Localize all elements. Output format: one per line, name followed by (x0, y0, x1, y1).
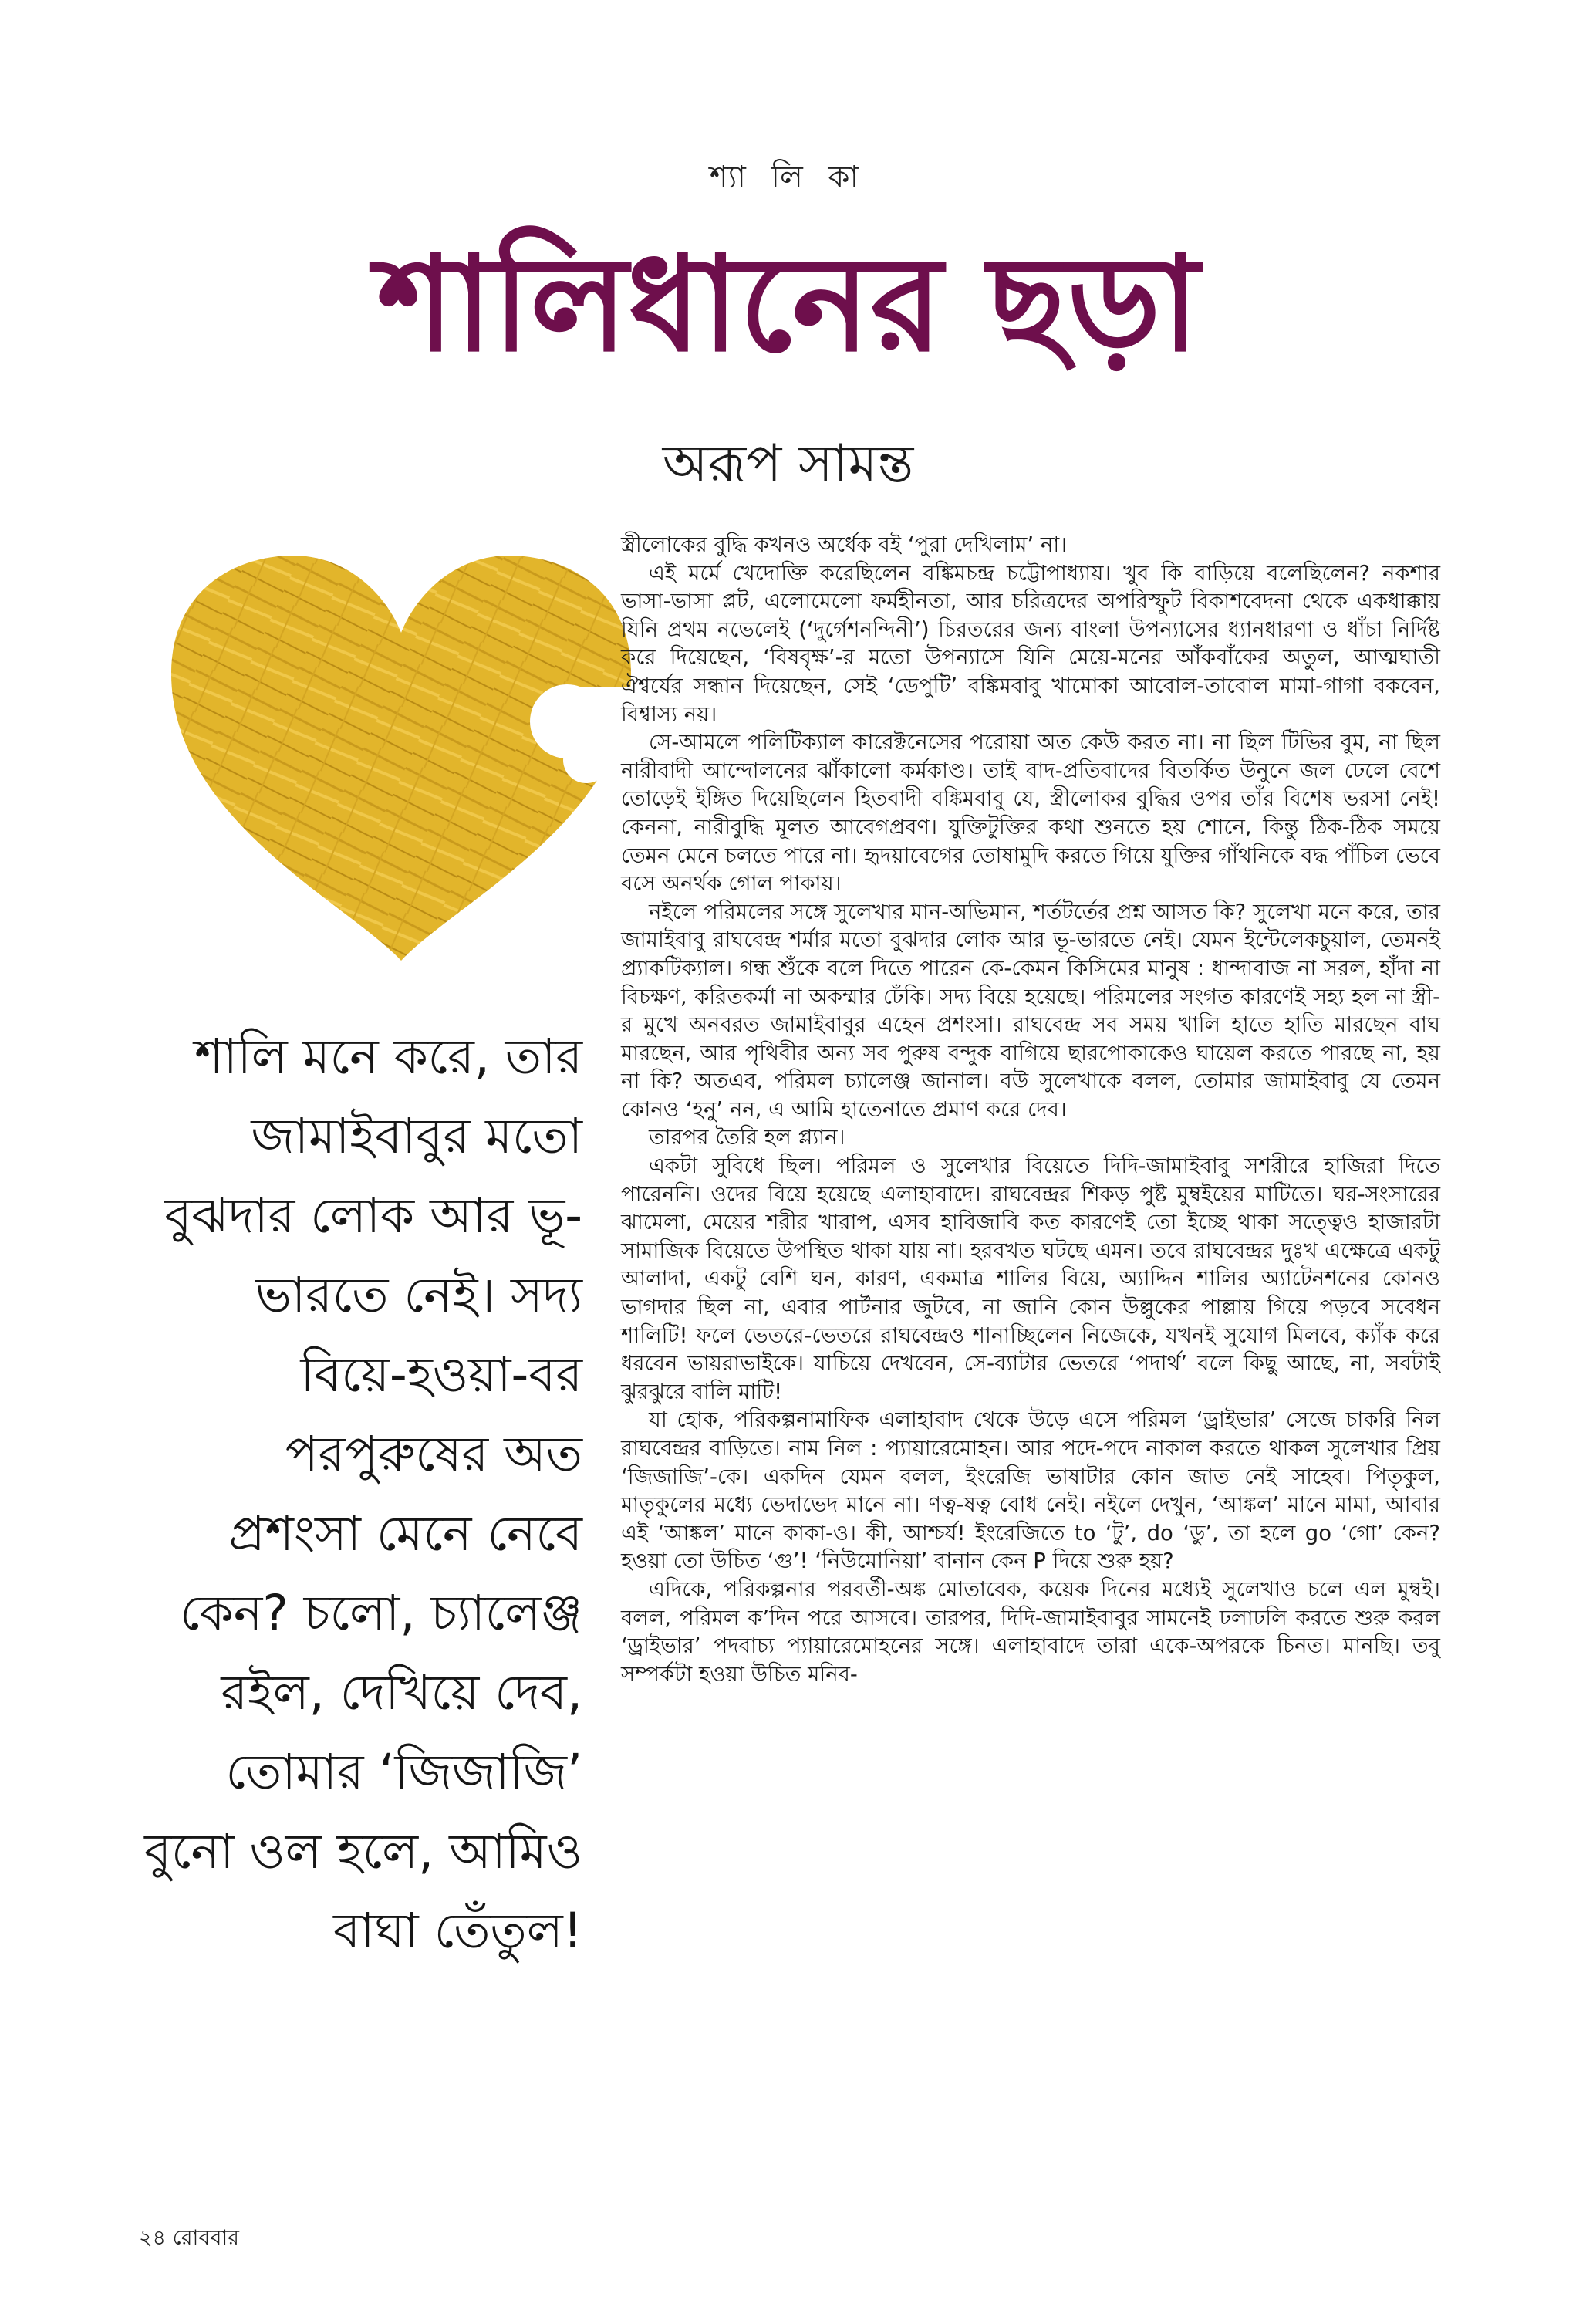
pull-quote: শালি মনে করে, তার জামাইবাবুর মতো বুঝদার লোক আর ভূ-ভারতে নেই। সদ্য বিয়ে-হওয়া-বর পরপুরুষের অত প্রশংসা মেনে নেবে কেন? চলো, চ্যালেঞ্জ রইল, দেখিয়ে দেব, তোমার ‘জিজাজি’ বুনো ওল হলে, আমিও বাঘা তেঁতুল! (144, 1029, 582, 1959)
article-body (621, 531, 1440, 1688)
article-paragraph: তারপর তৈরি হল প্ল্যান। (649, 1125, 845, 1150)
page-folio: ২৪ রোববার (139, 2226, 240, 2250)
article-paragraph: স্ত্রীলোকের বুদ্ধি কখনও অর্ধেক বই ‘পুরা দেখিলাম’ না। (621, 532, 1068, 557)
heart-illustration (154, 540, 648, 972)
author-byline: অরূপ সামন্ত (662, 434, 914, 495)
article-paragraph: সে-আমলে পলিটিক্যাল কারেক্টনেসের পরোয়া অত কেউ করত না। না ছিল টিভির বুম, না ছিল নারীবাদী আন্দোলনের ঝাঁকালো কর্মকাণ্ড। তাই বাদ-প্রতিবাদের বিতর্কিত উনুনে জল ঢেলে বেশে তোড়েই ইঙ্গিত দিয়েছিলেন হিতবাদী বঙ্কিমবাবু যে, স্ত্রীলোকর বুদ্ধির ওপর তাঁর বিশেষ ভরসা নেই! কেননা, নারীবুদ্ধি মূলত আবেগপ্রবণ। যুক্তিটুক্তির কথা শুনতে হয় শোনে, কিন্তু ঠিক-ঠিক সময়ে তেমন মেনে চলতে পারে না। হৃদয়াবেগের তোষামুদি করতে গিয়ে যুক্তির গাঁথনিকে বদ্ধ পাঁচিল ভেবে বসে অনর্থক গোল পাকায়। (621, 730, 1440, 897)
heart-icon (154, 540, 648, 972)
article-paragraph: একটা সুবিধে ছিল। পরিমল ও সুলেখার বিয়েতে দিদি-জামাইবাবু সশরীরে হাজিরা দিতে পারেননি। ওদের বিয়ে হয়েছে এলাহাবাদে। রাঘবেন্দ্রর শিকড় পুষ্ট মুম্বইয়ের মাটিতে। ঘর-সংসারের ঝামেলা, মেয়ের শরীর খারাপ, এসব হাবিজাবি কত কারণেই তো ইচ্ছে থাকা সত্ত্বেও হাজারটা সামাজিক বিয়েতে উপস্থিত থাকা যায় না। হরবখত ঘটছে এমন। তবে রাঘবেন্দ্রর দুঃখ এক্ষেত্রে একটু আলাদা, একটু বেশি ঘন, কারণ, একমাত্র শালির বিয়ে, অ্যাদ্দিন শালির অ্যাটেনশনের কোনও ভাগদার ছিল না, এবার পার্টনার জুটবে, না জানি কোন উল্লুকের পাল্লায় গিয়ে পড়বে সবেধন শালিটি! ফলে ভেতরে-ভেতরে রাঘবেন্দ্রও শানাচ্ছিলেন নিজেকে, যখনই সুযোগ মিলবে, ক্যাঁক করে ধরবেন ভায়রাভাইকে। যাচিয়ে দেখবেন, সে-ব্যাটার ভেতরে ‘পদার্থ’ বলে কিছু আছে, না, সবটাই ঝুরঝুরে বালি মাটি! (621, 1154, 1440, 1404)
article-paragraph: যা হোক, পরিকল্পনামাফিক এলাহাবাদ থেকে উড়ে এসে পরিমল ‘ড্রাইভার’ সেজে চাকরি নিল রাঘবেন্দ্রর বাড়িতে। নাম নিল : প্যায়ারেমোহন। আর পদে-পদে নাকাল করতে থাকল সুলেখার প্রিয় ‘জিজাজি’-কে। একদিন যেমন বলল, ইংরেজি ভাষাটার কোন জাত নেই সাহেব। পিতৃকুল, মাতৃকুলের মধ্যে ভেদাভেদ মানে না। ণত্ব-ষত্ব বোধ নেই। নইলে দেখুন, ‘আঙ্কল’ মানে মামা, আবার এই ‘আঙ্কল’ মানে কাকা-ও। কী, আশ্চর্য! ইংরেজিতে to ‘টু’, do ‘ডু’, তা হলে go ‘গো’ কেন? হওয়া তো উচিত ‘গু’! ‘নিউমোনিয়া’ বানান কেন P দিয়ে শুরু হয়? (621, 1407, 1440, 1574)
article-title: শালিধানের ছড়া (376, 228, 1200, 381)
article-paragraph: এদিকে, পরিকল্পনার পরবর্তী-অঙ্ক মোতাবেক, কয়েক দিনের মধ্যেই সুলেখাও চলে এল মুম্বই। বলল, পরিমল ক’দিন পরে আসবে। তারপর, দিদি-জামাইবাবুর সামনেই ঢলাঢলি করতে শুরু করল ‘ড্রাইভার’ পদবাচ্য প্যায়ারেমোহনের সঙ্গে। এলাহাবাদে তারা একে-অপরকে চিনত। মানছি। তবু সম্পর্কটা হওয়া উচিত মনিব- (621, 1576, 1440, 1687)
article-paragraph: এই মর্মে খেদোক্তি করেছিলেন বঙ্কিমচন্দ্র চট্টোপাধ্যায়। খুব কি বাড়িয়ে বলেছিলেন? নকশার ভাসা-ভাসা প্লট, এলোমেলো ফর্মহীনতা, আর চরিত্রদের অপরিস্ফুট বিকাশবেদনা থেকে একধাক্কায় যিনি প্রথম নভেলেই (‘দুর্গেশনন্দিনী’) চিরতরের জন্য বাংলা উপন্যাসের ধ্যানধারণা ও ধাঁচা নির্দিষ্ট করে দিয়েছেন, ‘বিষবৃক্ষ’-র মতো উপন্যাসে যিনি মেয়ে-মনের আঁকবাঁকের অতুল, আত্মঘাতী ঐশ্বর্যের সন্ধান দিয়েছেন, সেই ‘ডেপুটি’ বঙ্কিমবাবু খামোকা আবোল-তাবোল মামা-গাগা বকবেন, বিশ্বাস্য নয়। (621, 560, 1440, 727)
article-paragraph: নইলে পরিমলের সঙ্গে সুলেখার মান-অভিমান, শর্তটর্তের প্রশ্ন আসত কি? সুলেখা মনে করে, তার জামাইবাবু রাঘবেন্দ্র শর্মার মতো বুঝদার লোক আর ভূ-ভারতে নেই। যেমন ইন্টেলেকচুয়াল, তেমনই প্র্যাকটিক্যাল। গন্ধ শুঁকে বলে দিতে পারেন কে-কেমন কিসিমের মানুষ : ধান্দাবাজ না সরল, হাঁদা না বিচক্ষণ, করিতকর্মা না অকম্মার ঢেঁকি। সদ্য বিয়ে হয়েছে। পরিমলের সংগত কারণেই সহ্য হল না স্ত্রী-র মুখে অনবরত জামাইবাবুর এহেন প্রশংসা। রাঘবেন্দ্র সব সময় খালি হাতে হাতি মারছেন বাঘ মারছেন, আর পৃথিবীর অন্য সব পুরুষ বন্দুক বাগিয়ে ছারপোকাকেও ঘায়েল করতে পারছে না, হয় না কি? অতএব, পরিমল চ্যালেঞ্জ জানাল। বউ সুলেখাকে বলল, তোমার জামাইবাবু যে তেমন কোনও ‘হনু’ নন, এ আমি হাতেনাতে প্রমাণ করে দেব। (621, 899, 1440, 1122)
section-kicker: শ্যা লি কা (709, 160, 867, 195)
